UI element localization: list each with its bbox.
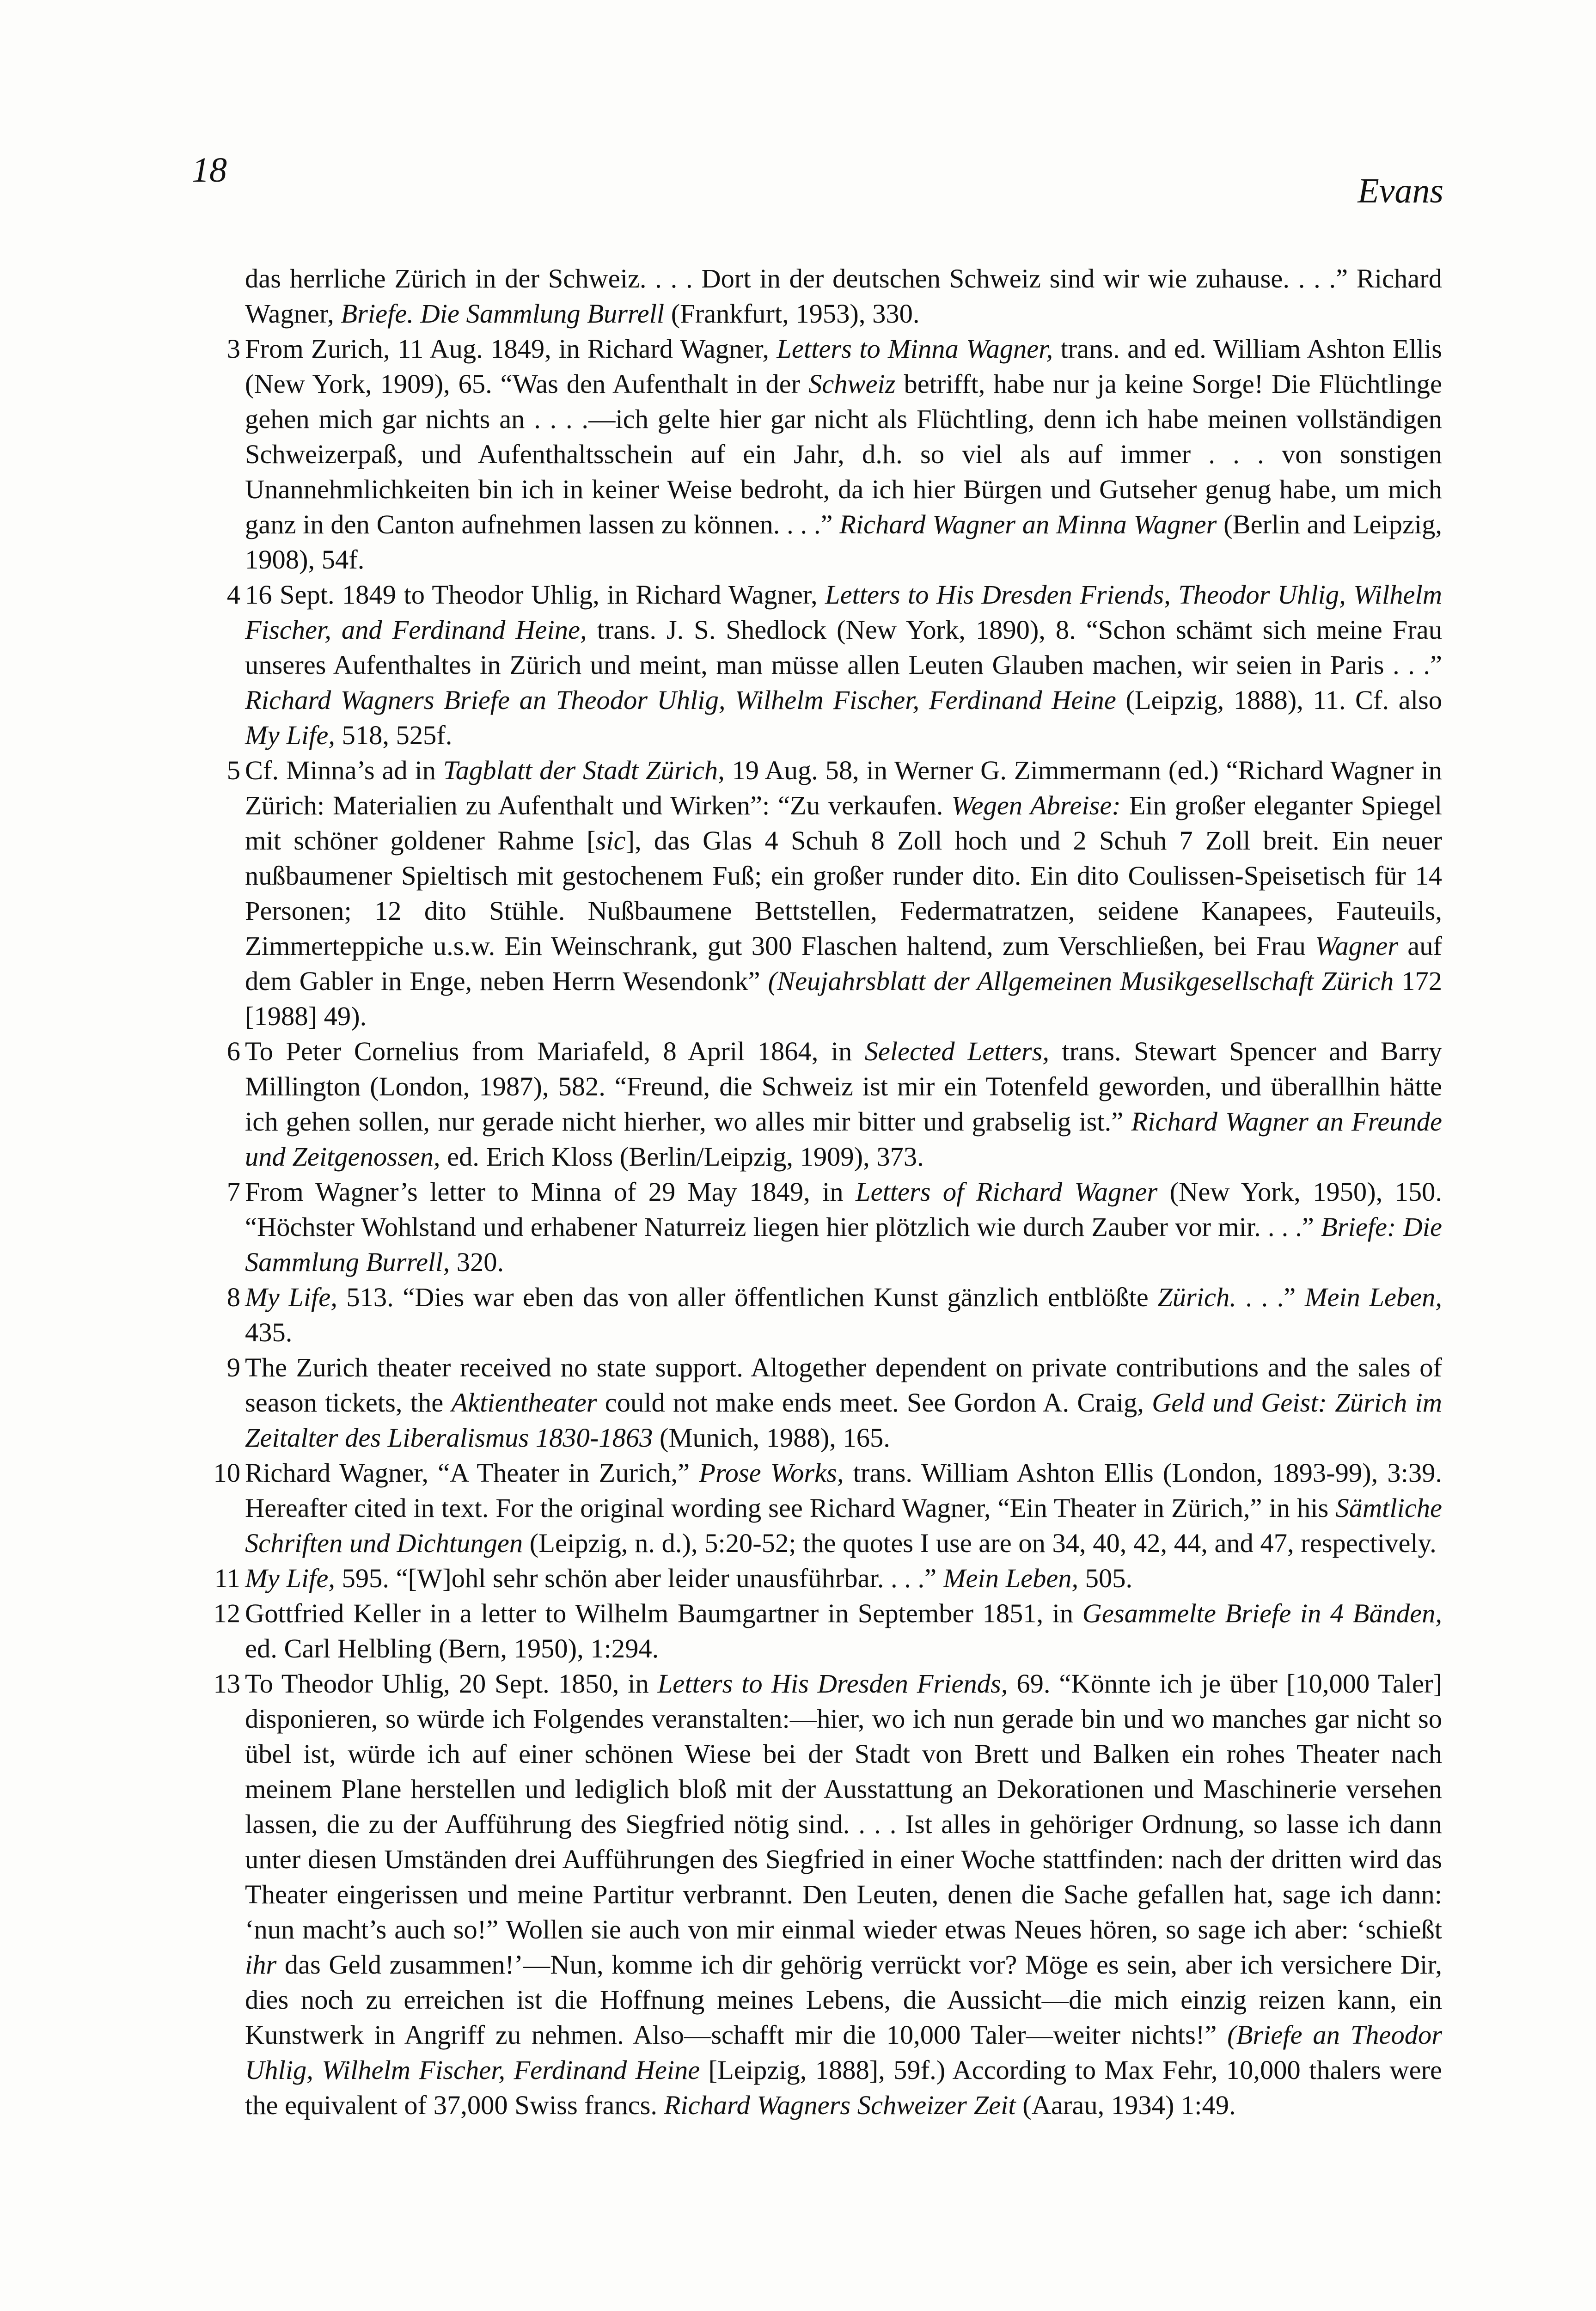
italic-title: Zürich. <box>1157 1282 1236 1312</box>
text-run: [Leipzig, 1888], 59f.) According to Max Fehr, 10,000 thalers were the equivalent of 37,000 Swiss francs. <box>245 2055 1442 2120</box>
italic-title: Letters to His Dresden Friends, <box>657 1669 1008 1699</box>
endnote-text <box>245 1177 1442 1277</box>
endnote-number: 10 <box>213 1458 240 1488</box>
text-run: trans. and ed. William Ashton Ellis (New York, 1909), 65. “Was den Aufenthalt in der <box>245 334 1443 399</box>
endnote <box>208 1034 1442 1174</box>
italic-title: Wegen Abreise: <box>951 790 1121 820</box>
text-run: 16 Sept. 1849 to Theodor Uhlig, in Richard Wagner, <box>245 580 826 610</box>
endnote-text <box>245 1282 1442 1347</box>
endnote-number: 7 <box>226 1177 240 1207</box>
text-run: 595. “[W]ohl sehr schön aber leider unausführbar. . . .” <box>335 1563 943 1593</box>
italic-title: Geld und Geist: Zürich im Zeitalter des Liberalismus 1830-1863 <box>245 1388 1442 1453</box>
italic-title: Letters to His Dresden Friends, Theodor Uhlig, Wilhelm Fischer, and Ferdinand Heine, <box>245 580 1442 645</box>
text-run: auf dem Gabler in Enge, neben Herrn Wesendonk” <box>245 931 1442 996</box>
italic-title: Tagblatt der Stadt Zürich, <box>443 755 725 785</box>
page-header <box>0 0 1596 240</box>
endnote <box>208 1350 1442 1455</box>
italic-title: Schweiz <box>808 369 896 399</box>
italic-title: My Life, <box>245 720 335 750</box>
italic-title: Richard Wagners Briefe an Theodor Uhlig, Wilhelm Fischer, Ferdinand Heine <box>245 685 1116 715</box>
text-run: 19 Aug. 58, in Werner G. Zimmermann (ed.) “Richard Wagner in Zürich: Materialien zu Aufenthalt und Wirken”: “Zu verkaufen. <box>245 755 1442 820</box>
endnote <box>208 753 1442 1034</box>
text-run: 513. “Dies war eben das von aller öffentlichen Kunst gänzlich entblößte <box>337 1282 1158 1312</box>
endnote <box>208 1174 1442 1280</box>
endnote-number: 4 <box>226 580 240 610</box>
text-run: could not make ends meet. See Gordon A. Craig, <box>597 1388 1152 1418</box>
italic-title: Wagner <box>1315 931 1399 961</box>
text-run: das herrliche Zürich in der Schweiz. . . . Dort in der deutschen Schweiz sind wir wie zuhause. . . .” Richard Wagner, <box>245 263 1442 329</box>
text-run: From Wagner’s letter to Minna of 29 May 1849, in <box>245 1177 856 1207</box>
italic-title: Letters to Minna Wagner, <box>777 334 1053 364</box>
endnote <box>208 1561 1442 1596</box>
text-run: trans. Stewart Spencer and Barry Millington (London, 1987), 582. “Freund, die Schweiz ist mir ein Totenfeld geworden, und überallhin hätte ich gehen sollen, nur gerade nicht hierher, wo alles mir bitter und grabselig ist.” <box>245 1036 1442 1137</box>
text-run: Cf. Minna’s ad in <box>245 755 443 785</box>
endnote-number: 3 <box>226 334 240 364</box>
text-run: 435. <box>245 1317 293 1347</box>
italic-title: Briefe: Die Sammlung Burrell, <box>245 1212 1442 1277</box>
endnote <box>208 577 1442 753</box>
text-run: ed. Carl Helbling (Bern, 1950), 1:294. <box>245 1633 659 1663</box>
text-run: (Munich, 1988), 165. <box>653 1423 890 1453</box>
endnote-text <box>245 1563 1132 1593</box>
italic-title: My Life, <box>245 1563 335 1593</box>
italic-title: ihr <box>245 1950 277 1980</box>
endnote-text <box>245 1598 1442 1663</box>
text-run: (Leipzig, 1888), 11. Cf. also <box>1116 685 1442 715</box>
italic-title: Richard Wagner an Freunde und Zeitgenossen, <box>245 1107 1442 1172</box>
text-run: trans. J. S. Shedlock (New York, 1890), 8. “Schon schämt sich meine Frau unseres Aufenthaltes in Zürich und meint, man müsse allen Leuten Glauben machen, wir seien in Paris . . .” <box>245 615 1442 680</box>
text-run: Richard Wagner, “A Theater in Zurich,” <box>245 1458 699 1488</box>
italic-title: Gesammelte Briefe in 4 Bänden, <box>1082 1598 1442 1628</box>
text-run: trans. William Ashton Ellis (London, 1893-99), 3:39. Hereafter cited in text. For the original wording see Richard Wagner, “Ein Theater in Zürich,” in his <box>245 1458 1443 1523</box>
endnote <box>208 1455 1442 1561</box>
italic-title: (Neujahrsblatt der Allgemeinen Musikgesellschaft Zürich <box>768 966 1394 996</box>
italic-title: Mein Leben, <box>1304 1282 1443 1312</box>
text-run: Gottfried Keller in a letter to Wilhelm Baumgartner in September 1851, in <box>245 1598 1082 1628</box>
italic-title: Richard Wagner an Minna Wagner <box>839 509 1217 539</box>
endnote-number: 12 <box>213 1598 240 1628</box>
text-run: (New York, 1950), 150. “Höchster Wohlstand und erhabener Naturreiz liegen hier plötzlich wie durch Zauber vor mir. . . .” <box>245 1177 1442 1242</box>
endnote <box>208 1596 1442 1666</box>
endnote-text <box>245 1352 1442 1453</box>
italic-title: Selected Letters, <box>864 1036 1049 1066</box>
text-run: 172 [1988] 49). <box>245 966 1442 1031</box>
text-run: ], das Glas 4 Schuh 8 Zoll hoch und 2 Schuh 7 Zoll breit. Ein neuer nußbaumener Spieltisch mit gestochenem Fuß; ein großer runder dito. Ein dito Coulissen-Speisetisch für 14 Personen; 12 dito Stühle. Nußbaumene Bettstellen, Federmatratzen, seidene Kanapees, Fauteuils, Zimmerteppiche u.s.w. Ein Weinschrank, gut 300 Flaschen haltend, zum Verschließen, bei Frau <box>245 825 1442 961</box>
endnote-number: 8 <box>226 1282 240 1312</box>
text-run: ed. Erich Kloss (Berlin/Leipzig, 1909), 373. <box>440 1142 924 1172</box>
text-run: (Aarau, 1934) 1:49. <box>1015 2090 1236 2120</box>
italic-title: sic <box>595 825 626 856</box>
endnote-text <box>245 755 1442 1031</box>
endnote <box>208 331 1442 577</box>
endnote-number: 11 <box>214 1563 240 1593</box>
text-run: Ein großer eleganter Spiegel mit schöner goldener Rahme [ <box>245 790 1443 856</box>
endnote-text <box>245 263 1442 329</box>
text-run: To Peter Cornelius from Mariafeld, 8 April 1864, in <box>245 1036 865 1066</box>
page-number: 18 <box>192 151 227 190</box>
endnote-number: 5 <box>226 755 240 785</box>
text-run: (Frankfurt, 1953), 330. <box>664 299 920 329</box>
endnote-number: 6 <box>226 1036 240 1066</box>
text-run: 505. <box>1078 1563 1133 1593</box>
italic-title: Mein Leben, <box>943 1563 1079 1593</box>
text-run: The Zurich theater received no state support. Altogether dependent on private contributions and the sales of season tickets, the <box>245 1352 1442 1418</box>
endnote-number: 13 <box>213 1669 240 1699</box>
italic-title: My Life, <box>245 1282 337 1312</box>
text-run: das Geld zusammen!’—Nun, komme ich dir gehörig verrückt vor? Möge es sein, aber ich versichere Dir, dies noch zu erreichen ist die Hoffnung meines Lebens, die Aussicht—die mich einzig reizen kann, ein Kunstwerk in Angriff zu nehmen. Also—schafft mir die 10,000 Taler—weiter nichts!” <box>245 1950 1442 2050</box>
endnote-text <box>245 1036 1442 1172</box>
text-run: betrifft, habe nur ja keine Sorge! Die Flüchtlinge gehen mich gar nichts an . . . .—ich gelte hier gar nicht als Flüchtling, denn ich habe meinen vollständigen Schweizerpaß, und Aufenthaltsschein auf ein Jahr, d.h. so viel als auf immer . . . von sonstigen Unannehmlichkeiten bin ich in keiner Weise bedroht, da ich hier Bürgen und Gutseher genug habe, um mich ganz in den Canton aufnehmen lassen zu können. . . .” <box>245 369 1442 539</box>
endnote-text <box>245 1458 1442 1558</box>
endnote <box>208 261 1442 331</box>
text-run: 320. <box>450 1247 504 1277</box>
endnote <box>208 1666 1442 2123</box>
text-run: . . .” <box>1236 1282 1305 1312</box>
italic-title: Sämtliche Schriften und Dichtungen <box>245 1493 1442 1558</box>
text-run: (Berlin and Leipzig, 1908), 54f. <box>245 509 1443 575</box>
endnote-number: 9 <box>226 1352 240 1382</box>
endnotes <box>208 261 1442 2123</box>
text-run: 518, 525f. <box>335 720 453 750</box>
endnote <box>208 1280 1442 1350</box>
italic-title: Briefe. Die Sammlung Burrell <box>341 299 665 329</box>
italic-title: Richard Wagners Schweizer Zeit <box>664 2090 1016 2120</box>
italic-title: Aktientheater <box>451 1388 597 1418</box>
text-run: (Leipzig, n. d.), 5:20-52; the quotes I use are on 34, 40, 42, 44, and 47, respectively. <box>523 1528 1437 1558</box>
endnote-text <box>245 1669 1442 2120</box>
running-head: Evans <box>1358 171 1443 210</box>
italic-title: (Briefe an Theodor Uhlig, Wilhelm Fischer, Ferdinand Heine <box>245 2020 1442 2085</box>
text-run: To Theodor Uhlig, 20 Sept. 1850, in <box>245 1669 658 1699</box>
text-run: 69. “Könnte ich je über [10,000 Taler] disponieren, so würde ich Folgendes veranstalten:—hier, wo ich nun gerade bin und wo manches gar nicht so übel ist, würde ich auf einer schönen Wiese bei der Stadt von Brett und Balken ein rohes Theater nach meinem Plane herstellen und lediglich bloß mit der Ausstattung an Dekorationen und Maschinerie versehen lassen, die zu der Aufführung des Siegfried nötig sind. . . . Ist alles in gehöriger Ordnung, so lasse ich dann unter diesen Umständen drei Aufführungen des Siegfried in einer Woche stattfinden: nach der dritten wird das Theater eingerissen und meine Partitur verbrannt. Den Leuten, denen die Sache gefallen hat, sage ich dann: ‘nun macht’s auch so!” Wollen sie auch von mir einmal wieder etwas Neues hören, so sage ich aber: ‘schießt <box>245 1669 1442 1944</box>
endnote-text <box>245 334 1442 575</box>
italic-title: Prose Works, <box>699 1458 844 1488</box>
text-run: From Zurich, 11 Aug. 1849, in Richard Wagner, <box>245 334 777 364</box>
italic-title: Letters of Richard Wagner <box>856 1177 1158 1207</box>
endnote-text <box>245 580 1442 750</box>
